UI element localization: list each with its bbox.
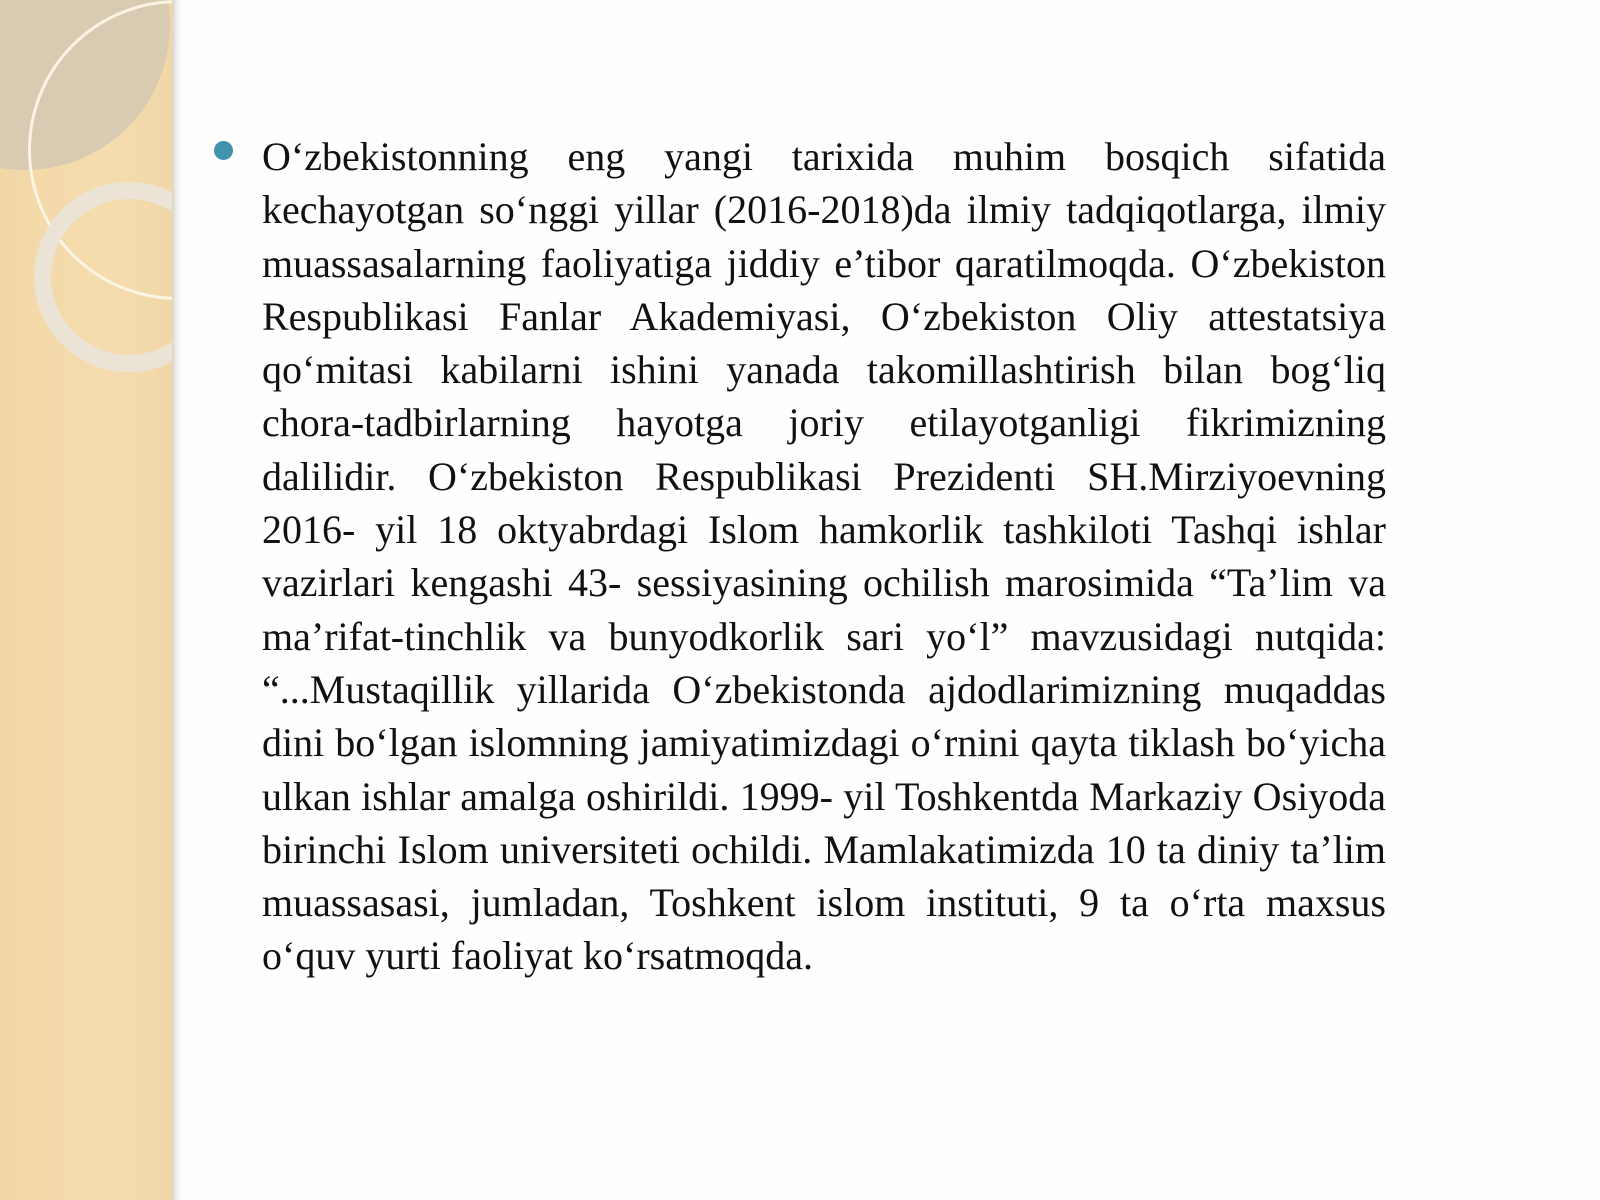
bullet-item bbox=[214, 130, 1386, 983]
slide-body bbox=[214, 130, 1386, 983]
round-bullet-icon bbox=[214, 141, 233, 160]
decorative-side-panel bbox=[0, 0, 172, 1200]
body-paragraph: O‘zbekistonning eng yangi tarixida muhim bosqich sifatida kechayotgan so‘nggi yillar (2016-2018)da ilmiy tadqiqotlarga, ilmiy muassasalarning faoliyatiga jiddiy e’tibor qaratilmoqda. O‘zbekiston Respublikasi Fanlar Akademiyasi, O‘zbekiston Oliy attestatsiya qo‘mitasi kabilarni ishini yanada takomillashtirish bilan bog‘liq chora-tadbirlarning hayotga joriy etilayotganligi fikrimizning dalilidir. O‘zbekiston Respublikasi Prezidenti SH.Mirziyoevning 2016- yil 18 oktyabrdagi Islom hamkorlik tashkiloti Tashqi ishlar vazirlari kengashi 43- sessiyasining ochilish marosimida “Ta’lim va ma’rifat-tinchlik va bunyodkorlik sari yo‘l” mavzusidagi nutqida: “...Mustaqillik yillarida O‘zbekistonda ajdodlarimizning muqaddas dini bo‘lgan islomning jamiyatimizdagi o‘rnini qayta tiklash bo‘yicha ulkan ishlar amalga oshirildi. 1999- yil Toshkentda Markaziy Osiyoda birinchi Islom universiteti ochildi. Mamlakatimizda 10 ta diniy ta’lim muassasasi, jumladan, Toshkent islom instituti, 9 ta o‘rta maxsus o‘quv yurti faoliyat ko‘rsatmoqda. bbox=[262, 134, 1386, 979]
panel-shadow-edge bbox=[172, 0, 184, 1200]
